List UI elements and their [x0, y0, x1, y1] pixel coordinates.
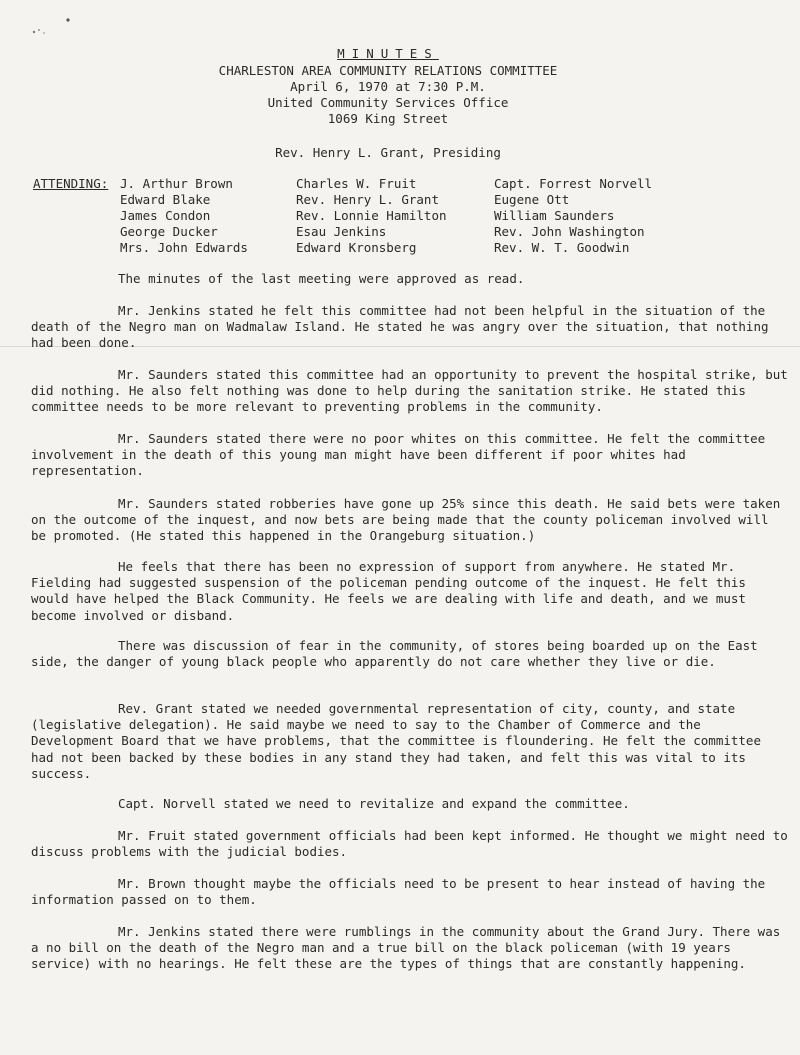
- minutes-paragraph: [31, 496, 791, 545]
- attending-label: ATTENDING:: [33, 176, 109, 191]
- minutes-title: MINUTES: [337, 46, 439, 61]
- minutes-paragraph: [31, 431, 791, 480]
- attendee-name: Rev. Henry L. Grant: [296, 192, 439, 207]
- minutes-paragraph: [31, 796, 791, 812]
- attendee-name: James Condon: [120, 208, 211, 223]
- paragraph-text: Rev. Grant stated we needed governmental representation of city, county, and state (legislative delegation). He said maybe we need to say to the Chamber of Commerce and the Development Board that we have problems, that the committee is floundering. He felt the committee had not been backed by these bodies in any stand they had taken, and felt this was vital to its success.: [31, 701, 761, 781]
- paragraph-text: Mr. Saunders stated robberies have gone up 25% since this death. He said bets were taken on the outcome of the inquest, and now bets are being made that the county policeman involved will be promoted. (He stated this happened in the Orangeburg situation.): [31, 496, 781, 544]
- paragraph-text: Mr. Brown thought maybe the officials need to be present to hear instead of having the information passed on to them.: [31, 876, 766, 908]
- presiding-line: Rev. Henry L. Grant, Presiding: [275, 145, 501, 160]
- attendee-name: William Saunders: [494, 208, 615, 223]
- attendee-name: Rev. W. T. Goodwin: [494, 240, 630, 255]
- paragraph-text: Mr. Saunders stated there were no poor whites on this committee. He felt the committee involvement in the death of this young man might have been different if poor whites had representation.: [31, 431, 766, 479]
- minutes-paragraph: [31, 559, 791, 624]
- meeting-date: April 6, 1970 at 7:30 P.M.: [290, 79, 486, 94]
- attendee-name: Edward Blake: [120, 192, 211, 207]
- paragraph-text: He feels that there has been no expression of support from anywhere. He stated Mr. Fielding had suggested suspension of the policeman pending outcome of the inquest. He felt this would have helped the Black Community. He feels we are dealing with life and death, and we must become involved or disband.: [31, 559, 746, 623]
- paragraph-text: Capt. Norvell stated we need to revitalize and expand the committee.: [118, 796, 630, 811]
- attendees-column-1: [120, 176, 248, 256]
- attendees-column-3: [494, 176, 652, 256]
- minutes-paragraph: [31, 828, 791, 860]
- attendee-name: J. Arthur Brown: [120, 176, 233, 191]
- attendee-name: Rev. Lonnie Hamilton: [296, 208, 447, 223]
- attendee-name: Rev. John Washington: [494, 224, 645, 239]
- paragraph-text: There was discussion of fear in the community, of stores being boarded up on the East side, the danger of young black people who apparently do not care whether they live or die.: [31, 638, 758, 670]
- attendee-name: Edward Kronsberg: [296, 240, 417, 255]
- minutes-paragraph: [31, 701, 791, 782]
- minutes-paragraph: [31, 303, 791, 352]
- attendee-name: Eugene Ott: [494, 192, 570, 207]
- minutes-paragraph: [31, 271, 791, 287]
- attendee-name: Esau Jenkins: [296, 224, 387, 239]
- committee-name: CHARLESTON AREA COMMUNITY RELATIONS COMMITTEE: [218, 63, 558, 78]
- minutes-paragraph: [31, 876, 791, 908]
- attendee-name: George Ducker: [120, 224, 218, 239]
- minutes-paragraph: [31, 924, 791, 973]
- minutes-paragraph: [31, 638, 791, 670]
- minutes-paragraph: [31, 367, 791, 416]
- meeting-location: United Community Services Office: [267, 95, 509, 110]
- attendees-column-2: [296, 176, 447, 256]
- paragraph-text: The minutes of the last meeting were approved as read.: [118, 271, 525, 286]
- attendee-name: Mrs. John Edwards: [120, 240, 248, 255]
- attendee-name: Charles W. Fruit: [296, 176, 417, 191]
- paragraph-text: Mr. Jenkins stated he felt this committee had not been helpful in the situation of the death of the Negro man on Wadmalaw Island. He stated he was angry over the situation, that nothing had been done.: [31, 303, 769, 351]
- meeting-address: 1069 King Street: [327, 111, 449, 126]
- paragraph-text: Mr. Jenkins stated there were rumblings in the community about the Grand Jury. There was a no bill on the death of the Negro man and a true bill on the black policeman (with 19 years service) with no hearings. He felt these are the types of things that are constantly happening.: [31, 924, 781, 972]
- paragraph-text: Mr. Saunders stated this committee had an opportunity to prevent the hospital strike, but did nothing. He also felt nothing was done to help during the sanitation strike. He stated this committee needs to be more relevant to preventing problems in the community.: [31, 367, 788, 415]
- attendee-name: Capt. Forrest Norvell: [494, 176, 653, 191]
- paragraph-text: Mr. Fruit stated government officials had been kept informed. He thought we might need to discuss problems with the judicial bodies.: [31, 828, 788, 860]
- paper-specks: [22, 14, 82, 44]
